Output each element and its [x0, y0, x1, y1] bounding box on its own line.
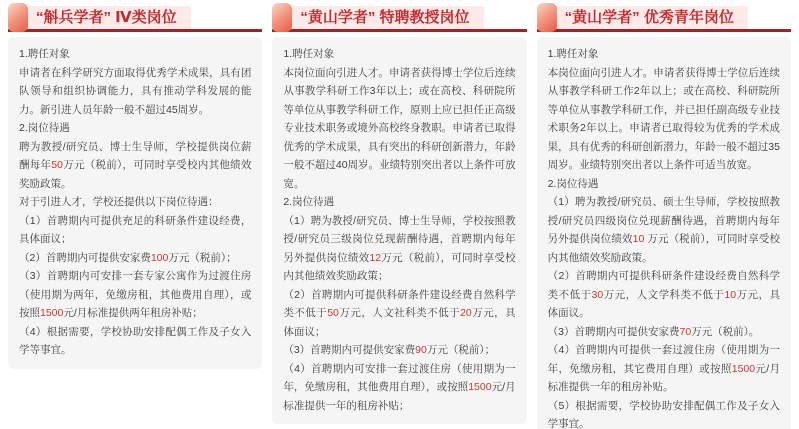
paragraph — [19, 212, 251, 249]
paragraph — [283, 193, 515, 212]
paragraph — [548, 267, 780, 323]
highlight-value: 12 — [369, 251, 382, 264]
paragraph — [548, 193, 780, 267]
card-title: “黄山学者” 特聘教授岗位 — [282, 6, 483, 29]
highlight-value: 90 — [415, 344, 427, 356]
text-segment: 2.岗位待遇 — [19, 122, 70, 134]
text-segment: 聘为教授/研究员、博士生导师，学校提供岗位薪酬每年 — [19, 140, 252, 171]
highlight-value: 30 — [591, 288, 604, 301]
paragraph — [548, 323, 780, 342]
paragraph — [19, 45, 251, 64]
text-segment: 万元（税前）； — [168, 251, 237, 264]
text-segment: 2.岗位待遇 — [547, 177, 599, 190]
highlight-value: 70 — [679, 325, 692, 338]
text-segment: 万元（税前），可同时享受校内其他绩效奖励政策。 — [547, 233, 780, 264]
highlight-value: 10 — [632, 233, 645, 245]
paragraph — [548, 341, 780, 397]
text-segment: 万元（税前）。 — [691, 325, 760, 338]
card-body — [8, 37, 262, 369]
card-header — [8, 2, 262, 33]
card-body — [272, 37, 526, 424]
paragraph — [548, 175, 780, 194]
paragraph — [548, 45, 780, 64]
highlight-value: 1500 — [468, 381, 492, 393]
paragraph — [19, 267, 251, 323]
text-segment: 元/月标准提供一年的租房补贴。 — [547, 362, 780, 393]
paragraph — [283, 64, 515, 194]
text-segment: 本岗位面向引进人才。申请者获得博士学位后连续从事教学科研工作2年以上；或在高校、科研院所等单位从事教学科研工作，并已担任副高级专业技术职务2年以上。申请者已取得较为优秀的学术成果，具有优秀的科研创新潜力，年龄一般不超过35周岁。业绩特别突出者以上条件可适当放宽。 — [547, 66, 780, 171]
header-underline — [272, 29, 526, 32]
text-segment: （2）首聘期内可提供科研条件建设经费自然科学类不低于 — [283, 288, 516, 319]
paragraph — [283, 286, 515, 342]
text-segment: 对于引进人才，学校还提供以下岗位待遇： — [19, 196, 219, 208]
text-segment: 本岗位面向引进人才。申请者获得博士学位后连续从事教学科研工作3年以上；或在高校、科研院所等单位从事教学科研工作，原则上应已担任正高级专业技术职务或境外高校终身教职。申请者已取得优秀的学术成果，具有突出的科研创新潜力，年龄一般不超过40周岁。业绩特别突出者以上条件可放宽。 — [283, 66, 516, 190]
paragraph — [19, 64, 251, 120]
job-card-huangshan-distinguished-professor — [272, 2, 526, 424]
text-segment: 万元（税前），可同时享受校内其他绩效奖励政策； — [283, 251, 516, 282]
paragraph — [283, 360, 515, 416]
paragraph — [283, 45, 515, 64]
text-segment: 万元，具体面议。 — [547, 288, 780, 319]
text-segment: 申请者在科学研究方面取得优秀学术成果，具有团队领导和组织协调能力，具有推动学科发展的能力。新引进人员年龄一般不超过45周岁。 — [19, 66, 252, 116]
paragraph — [548, 397, 780, 429]
text-segment: 万元（税前）； — [426, 344, 496, 356]
text-segment: （4）首聘期内可安排一套过渡住房（使用期为一年，免缴房租，其他费用自理），或按照 — [283, 362, 516, 393]
highlight-value: 1500 — [40, 307, 64, 319]
header-underline — [8, 29, 262, 32]
text-segment: （1）聘为教授/研究员、硕士生导师，学校按照教授/研究员四级岗位兑现薪酬待遇，首聘期内每年另外提供岗位绩效 — [547, 196, 780, 245]
card-header — [537, 2, 791, 33]
highlight-value: 1500 — [731, 362, 756, 375]
highlight-value: 50 — [51, 159, 63, 171]
highlight-value: 10 — [724, 288, 737, 301]
card-title: “斛兵学者” Ⅳ类岗位 — [18, 6, 191, 29]
quote-badge-icon — [272, 3, 292, 32]
text-segment: 万元，人文学科类不低于 — [603, 288, 725, 301]
paragraph — [19, 138, 251, 194]
text-segment: 2.岗位待遇 — [283, 196, 335, 208]
text-segment: 元/月标准提供一年的租房补贴； — [283, 381, 516, 412]
text-segment: 万元，具体面议； — [283, 307, 516, 338]
paragraph — [283, 341, 515, 360]
card-body — [537, 37, 791, 429]
paragraph — [19, 193, 251, 212]
text-segment: （3）首聘期内可提供安家费 — [283, 344, 416, 356]
job-card-hubing-scholar-iv — [8, 2, 262, 369]
quote-badge-icon — [8, 3, 28, 32]
text-segment: 1.聘任对象 — [283, 48, 335, 60]
paragraph — [19, 323, 251, 360]
card-title: “黄山学者” 优秀青年岗位 — [547, 6, 748, 29]
text-segment: （1）聘为教授/研究员、博士生导师，学校按照教授/研究员三级岗位兑现薪酬待遇，首聘期内每年另外提供岗位绩效 — [283, 214, 516, 264]
text-segment: 元/月标准提供两年租房补贴； — [63, 307, 203, 319]
text-segment: （1）首聘期内可提供充足的科研条件建设经费，具体面议； — [19, 214, 252, 245]
highlight-value: 50 — [327, 307, 339, 319]
text-segment: 万元（税前），可同时享受校内其他绩效奖励政策。 — [19, 159, 252, 190]
highlight-value: 20 — [460, 307, 472, 319]
text-segment: 1.聘任对象 — [547, 48, 599, 60]
text-segment: （2）首聘期内可提供科研条件建设经费自然科学类不低于 — [547, 270, 780, 301]
job-card-huangshan-excellent-youth — [537, 2, 791, 429]
quote-badge-icon — [537, 3, 557, 32]
text-segment: （4）首聘期内可提供一套过渡住房（使用期为一年，免缴房租，其它费用自理）或按照 — [547, 344, 780, 375]
paragraph — [548, 64, 780, 175]
text-segment: （2）首聘期内可提供安家费 — [19, 251, 151, 264]
text-segment: （4）根据需要，学校协助安排配偶工作及子女入学等事宜。 — [19, 325, 252, 356]
header-underline — [537, 29, 791, 32]
text-segment: （5）根据需要，学校协助安排配偶工作及子女入学事宜。 — [547, 399, 780, 429]
paragraph — [283, 212, 515, 286]
paragraph — [19, 249, 251, 268]
text-segment: （3）首聘期内可提供安家费 — [547, 325, 680, 338]
highlight-value: 100 — [150, 251, 169, 264]
text-segment: （3）首聘期内可安排一套专家公寓作为过渡住房（使用期为两年，免缴房租，其他费用自理），或按照 — [19, 270, 252, 319]
card-header — [272, 2, 526, 33]
text-segment: 1.聘任对象 — [19, 48, 70, 60]
text-segment: 万元，人文社科类不低于 — [338, 307, 461, 319]
paragraph — [19, 119, 251, 138]
